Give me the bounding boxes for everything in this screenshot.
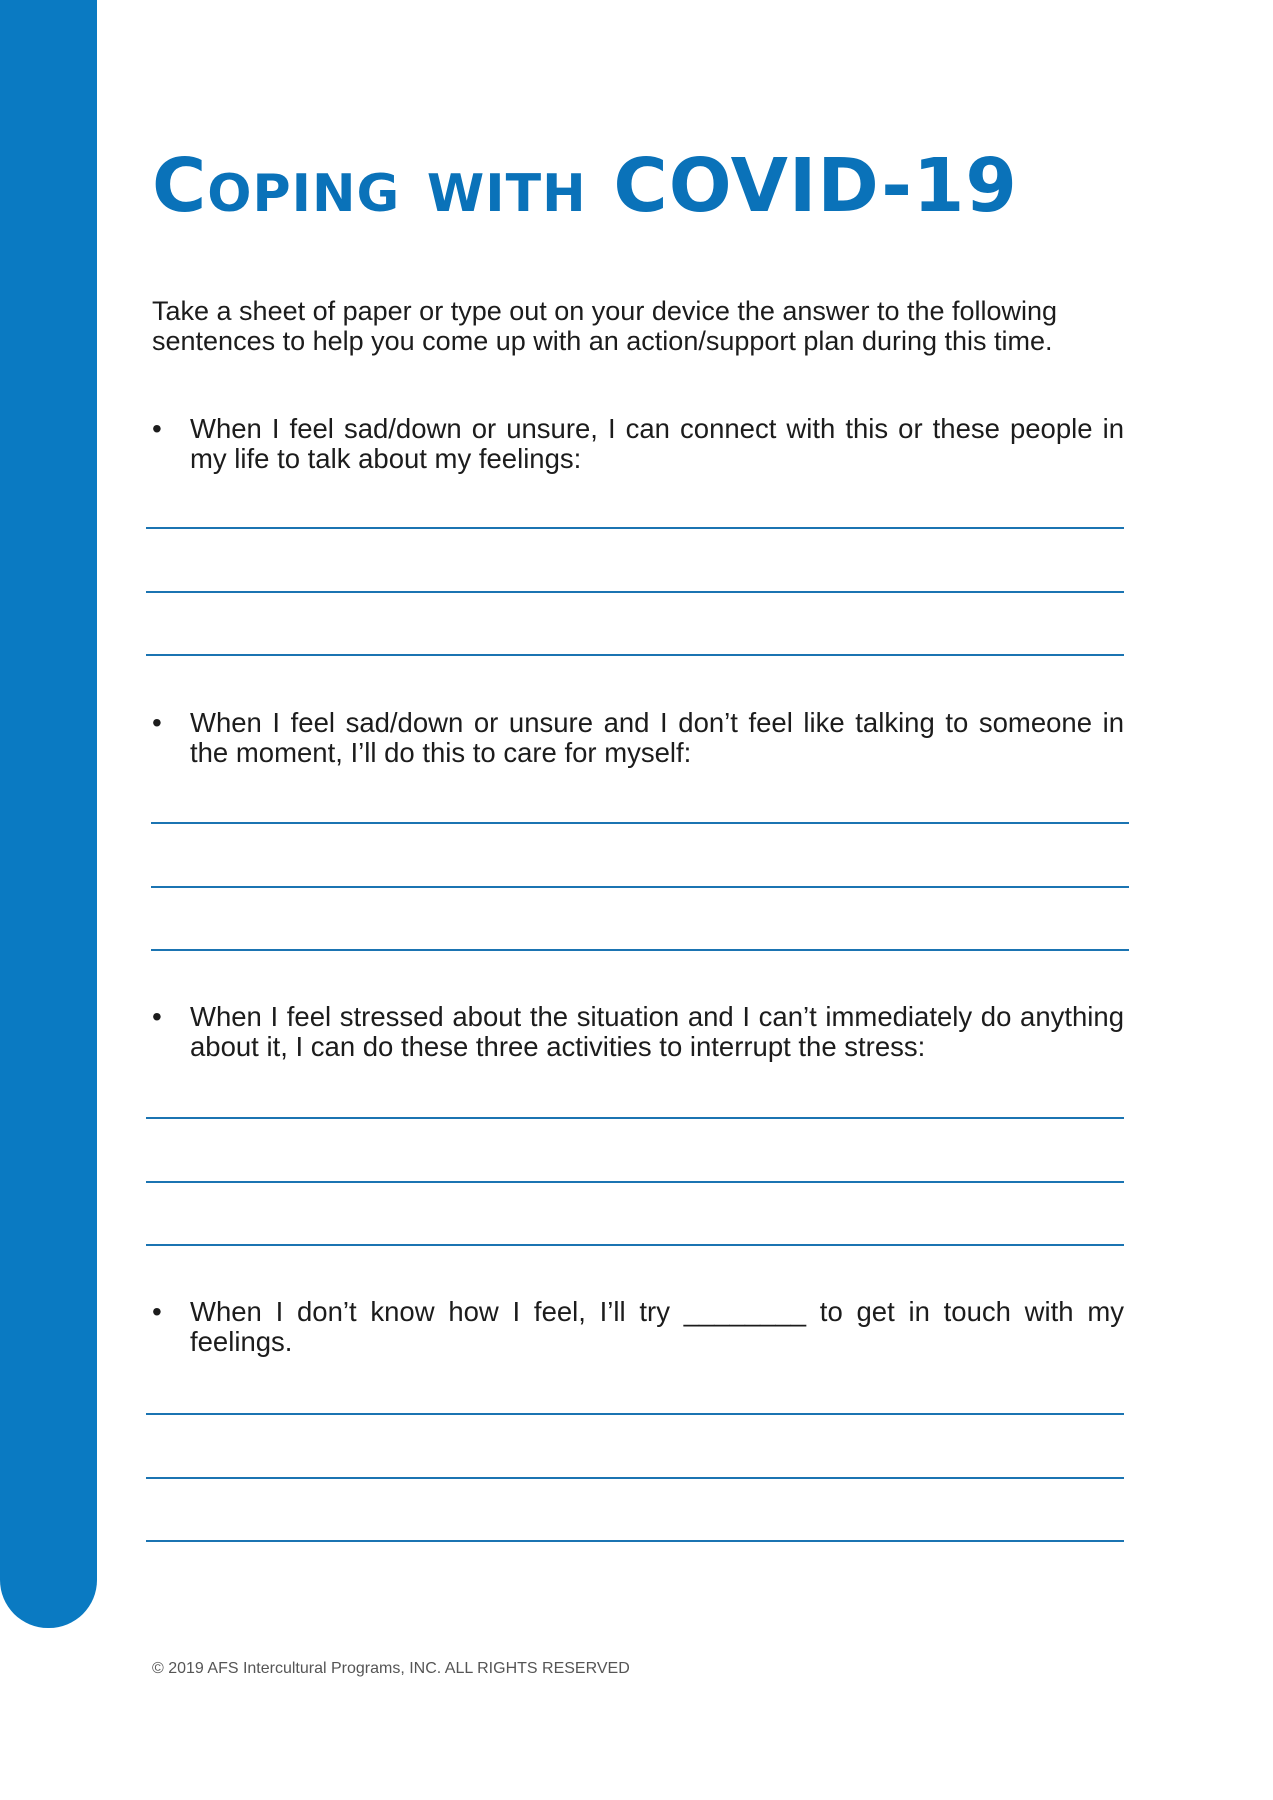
question-item-2	[152, 708, 1124, 768]
answer-line-4-2[interactable]	[146, 1477, 1124, 1479]
bullet-icon: •	[152, 1001, 162, 1032]
bullet-icon: •	[152, 413, 162, 444]
question-item-4	[152, 1297, 1124, 1357]
question-text: When I feel sad/down or unsure and I don’t feel like talking to someone in the moment, I’ll do this to care for myself:	[190, 707, 1124, 768]
bullet-icon: •	[152, 707, 162, 738]
answer-line-1-2[interactable]	[146, 591, 1124, 593]
bullet-icon: •	[152, 1296, 162, 1327]
copyright-footer: © 2019 AFS Intercultural Programs, INC. ALL RIGHTS RESERVED	[152, 1660, 630, 1677]
answer-line-1-3[interactable]	[146, 654, 1124, 656]
question-text: When I feel sad/down or unsure, I can connect with this or these people in my life to talk about my feelings:	[190, 413, 1124, 474]
answer-line-4-3[interactable]	[146, 1540, 1124, 1542]
question-item-3	[152, 1002, 1124, 1062]
answer-line-4-1[interactable]	[146, 1413, 1124, 1415]
intro-paragraph: Take a sheet of paper or type out on your device the answer to the following sentences to help you come up with an action/support plan during this time.	[152, 296, 1058, 356]
answer-line-2-3[interactable]	[151, 949, 1129, 951]
side-accent-bar	[0, 0, 97, 1628]
answer-line-2-1[interactable]	[151, 822, 1129, 824]
question-item-1	[152, 414, 1124, 474]
answer-line-2-2[interactable]	[151, 886, 1129, 888]
page-title: Coping with COVID-19	[152, 143, 1018, 229]
answer-line-3-1[interactable]	[146, 1117, 1124, 1119]
question-text: When I don’t know how I feel, I’ll try ________ to get in touch with my feelings.	[190, 1296, 1124, 1357]
question-text: When I feel stressed about the situation and I can’t immediately do anything about it, I can do these three activities to interrupt the stress:	[190, 1001, 1124, 1062]
answer-line-3-2[interactable]	[146, 1181, 1124, 1183]
answer-line-3-3[interactable]	[146, 1244, 1124, 1246]
answer-line-1-1[interactable]	[146, 527, 1124, 529]
